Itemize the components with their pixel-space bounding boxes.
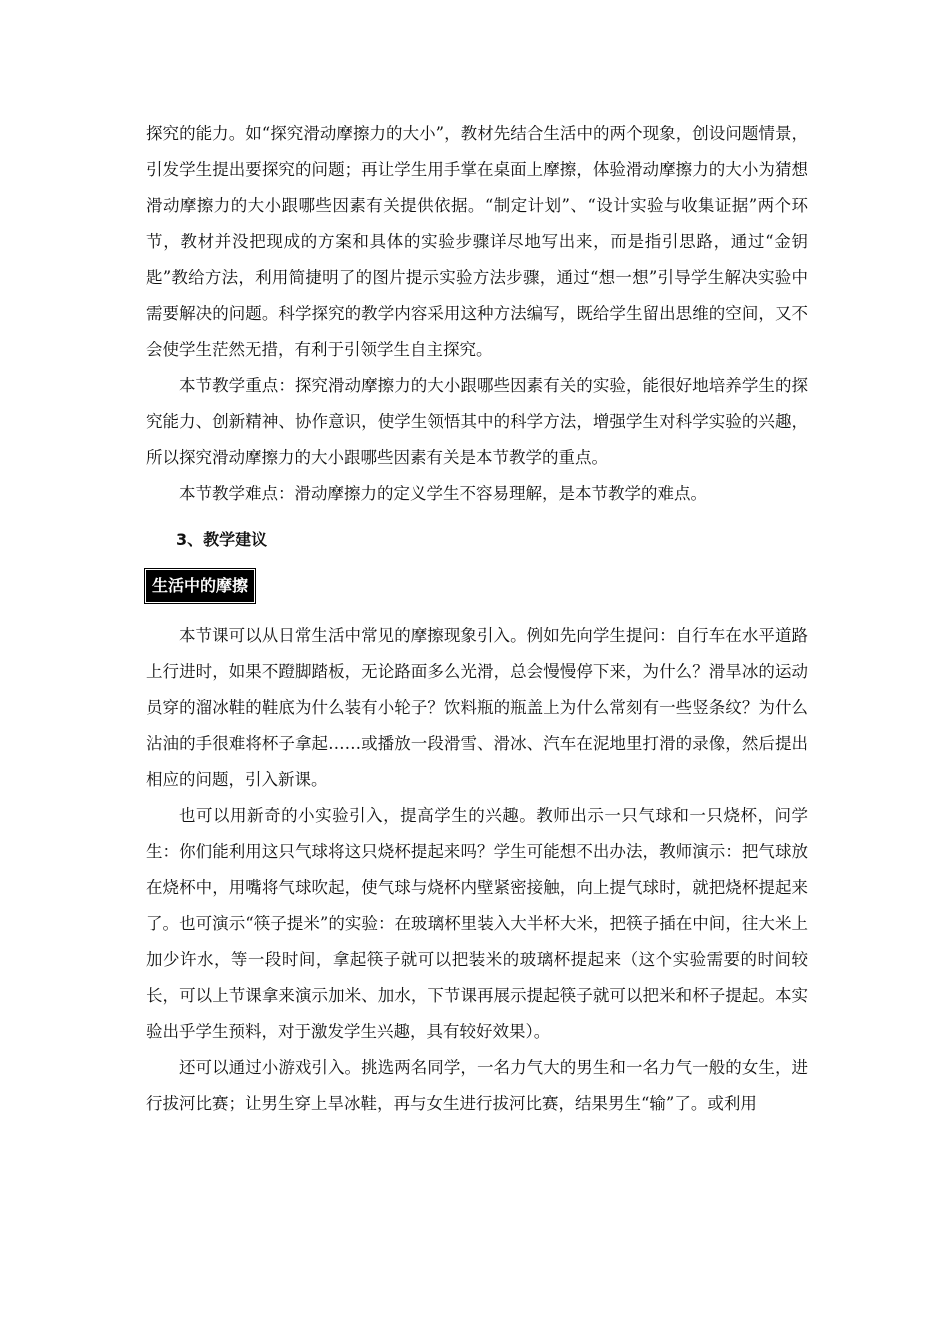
paragraph-intro-experiment: 也可以用新奇的小实验引入，提高学生的兴趣。教师出示一只气球和一只烧杯，问学生：你们能利用这只气球将这只烧杯提起来吗？学生可能想不出办法，教师演示：把气球放在烧杯中，用嘴将气球吹起，使气球与烧杯内壁紧密接触，向上提气球时，就把烧杯提起来了。也可演示“筷子提米”的实验：在玻璃杯里装入大半杯大米，把筷子插在中间，往大米上加少许水，等一段时间，拿起筷子就可以把装米的玻璃杯提起来（这个实验需要的时间较长，可以上节课拿来演示加米、加水，下节课再展示提起筷子就可以把米和杯子提起。本实验出乎学生预料，对于激发学生兴趣，具有较好效果）。 [146, 806, 808, 1041]
paragraph-teaching-difficulty: 本节教学难点：滑动摩擦力的定义学生不容易理解，是本节教学的难点。 [179, 484, 707, 503]
box-label-wrapper [146, 570, 808, 602]
paragraph-intro-game: 还可以通过小游戏引入。挑选两名同学，一名力气大的男生和一名力气一般的女生，进行拔河比赛；让男生穿上旱冰鞋，再与女生进行拔河比赛，结果男生“输”了。或利用 [146, 1058, 808, 1113]
section-heading: 3、教学建议 [176, 530, 268, 549]
paragraph-intro-daily-friction: 本节课可以从日常生活中常见的摩擦现象引入。例如先向学生提问：自行车在水平道路上行进时，如果不蹬脚踏板，无论路面多么光滑，总会慢慢停下来，为什么？滑旱冰的运动员穿的溜冰鞋的鞋底为什么装有小轮子？饮料瓶的瓶盖上为什么常刻有一些竖条纹？为什么沾油的手很难将杯子拿起……或播放一段滑雪、滑冰、汽车在泥地里打滑的录像，然后提出相应的问题，引入新课。 [146, 626, 808, 789]
paragraph-inquiry-ability: 探究的能力。如“探究滑动摩擦力的大小”，教材先结合生活中的两个现象，创设问题情景，引发学生提出要探究的问题；再让学生用手掌在桌面上摩擦，体验滑动摩擦力的大小为猜想滑动摩擦力的大小跟哪些因素有关提供依据。“制定计划”、“设计实验与收集证据”两个环节，教材并没把现成的方案和具体的实验步骤详尽地写出来，而是指引思路，通过“金钥匙”教给方法，利用简捷明了的图片提示实验方法步骤，通过“想一想”引导学生解决实验中需要解决的问题。科学探究的教学内容采用这种方法编写，既给学生留出思维的空间，又不会使学生茫然无措，有利于引领学生自主探究。 [146, 124, 808, 359]
section-box-label: 生活中的摩擦 [146, 570, 254, 602]
paragraph-teaching-focus: 本节教学重点：探究滑动摩擦力的大小跟哪些因素有关的实验，能很好地培养学生的探究能力、创新精神、协作意识，使学生领悟其中的科学方法，增强学生对科学实验的兴趣，所以探究滑动摩擦力的大小跟哪些因素有关是本节教学的重点。 [146, 376, 808, 467]
document-page [146, 116, 808, 1122]
